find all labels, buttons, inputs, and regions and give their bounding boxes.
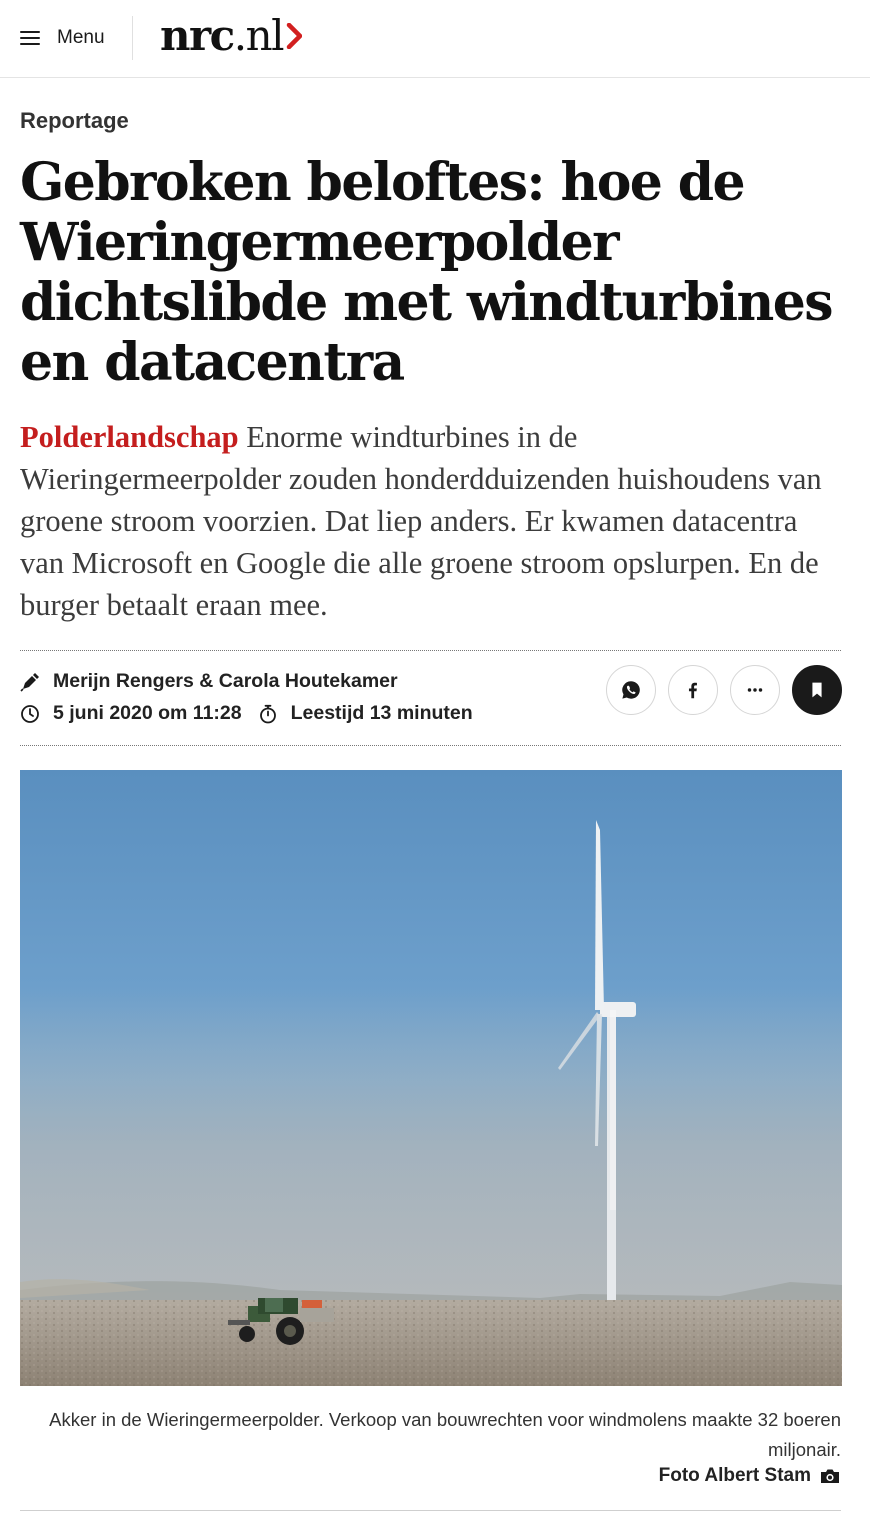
camera-icon (819, 1468, 841, 1484)
clock-icon (20, 704, 40, 724)
bottom-divider (20, 1510, 841, 1511)
bookmark-icon (806, 679, 828, 701)
photo-caption: Akker in de Wieringermeerpolder. Verkoop van bouwrechten voor windmolens maakte 32 boeren miljonair. (49, 1409, 841, 1460)
bookmark-button[interactable] (792, 665, 842, 715)
photo-credit (659, 1465, 841, 1487)
hamburger-icon (20, 31, 40, 45)
article-lead (20, 416, 845, 626)
more-options-button[interactable] (730, 665, 780, 715)
meta-divider-bottom (20, 745, 841, 746)
lead-tag: Polderlandschap (20, 420, 239, 454)
reading-time: Leestijd 13 minuten (290, 702, 473, 724)
publish-date: 5 juni 2020 om 11:28 (53, 702, 242, 724)
menu-button[interactable] (20, 24, 105, 52)
menu-label: Menu (57, 27, 105, 48)
author-names[interactable]: Merijn Rengers & Carola Houtekamer (53, 670, 398, 692)
byline (20, 670, 398, 693)
site-header (0, 0, 870, 78)
header-divider (132, 16, 133, 60)
whatsapp-share-button[interactable] (606, 665, 656, 715)
stopwatch-icon (258, 704, 278, 724)
pen-icon (20, 672, 40, 692)
article-headline: Gebroken beloftes: hoe de Wieringermeerpolder dichtslibde met windturbines en datacentra (20, 152, 832, 393)
hero-photo (20, 770, 842, 1386)
facebook-share-button[interactable] (668, 665, 718, 715)
meta-divider-top (20, 650, 841, 651)
logo-bold-text: nrc (160, 11, 234, 60)
nrc-logo[interactable] (160, 12, 302, 60)
more-icon (744, 679, 766, 701)
photo-credit-text: Foto Albert Stam (658, 1465, 811, 1486)
article-meta (20, 702, 473, 725)
logo-regular-text: .nl (233, 11, 284, 60)
article-kicker[interactable]: Reportage (20, 108, 129, 133)
whatsapp-icon (620, 679, 642, 701)
logo-chevron-icon (286, 23, 302, 49)
facebook-icon (682, 679, 704, 701)
lead-text: Enorme windturbines in de Wieringermeerpolder zouden honderdduizenden huishoudens van groene stroom voorzien. Dat liep anders. Er kwamen datacentra van Microsoft en Google die alle groene stroom opslurpen. En de burger betaalt eraan mee. (20, 420, 822, 622)
